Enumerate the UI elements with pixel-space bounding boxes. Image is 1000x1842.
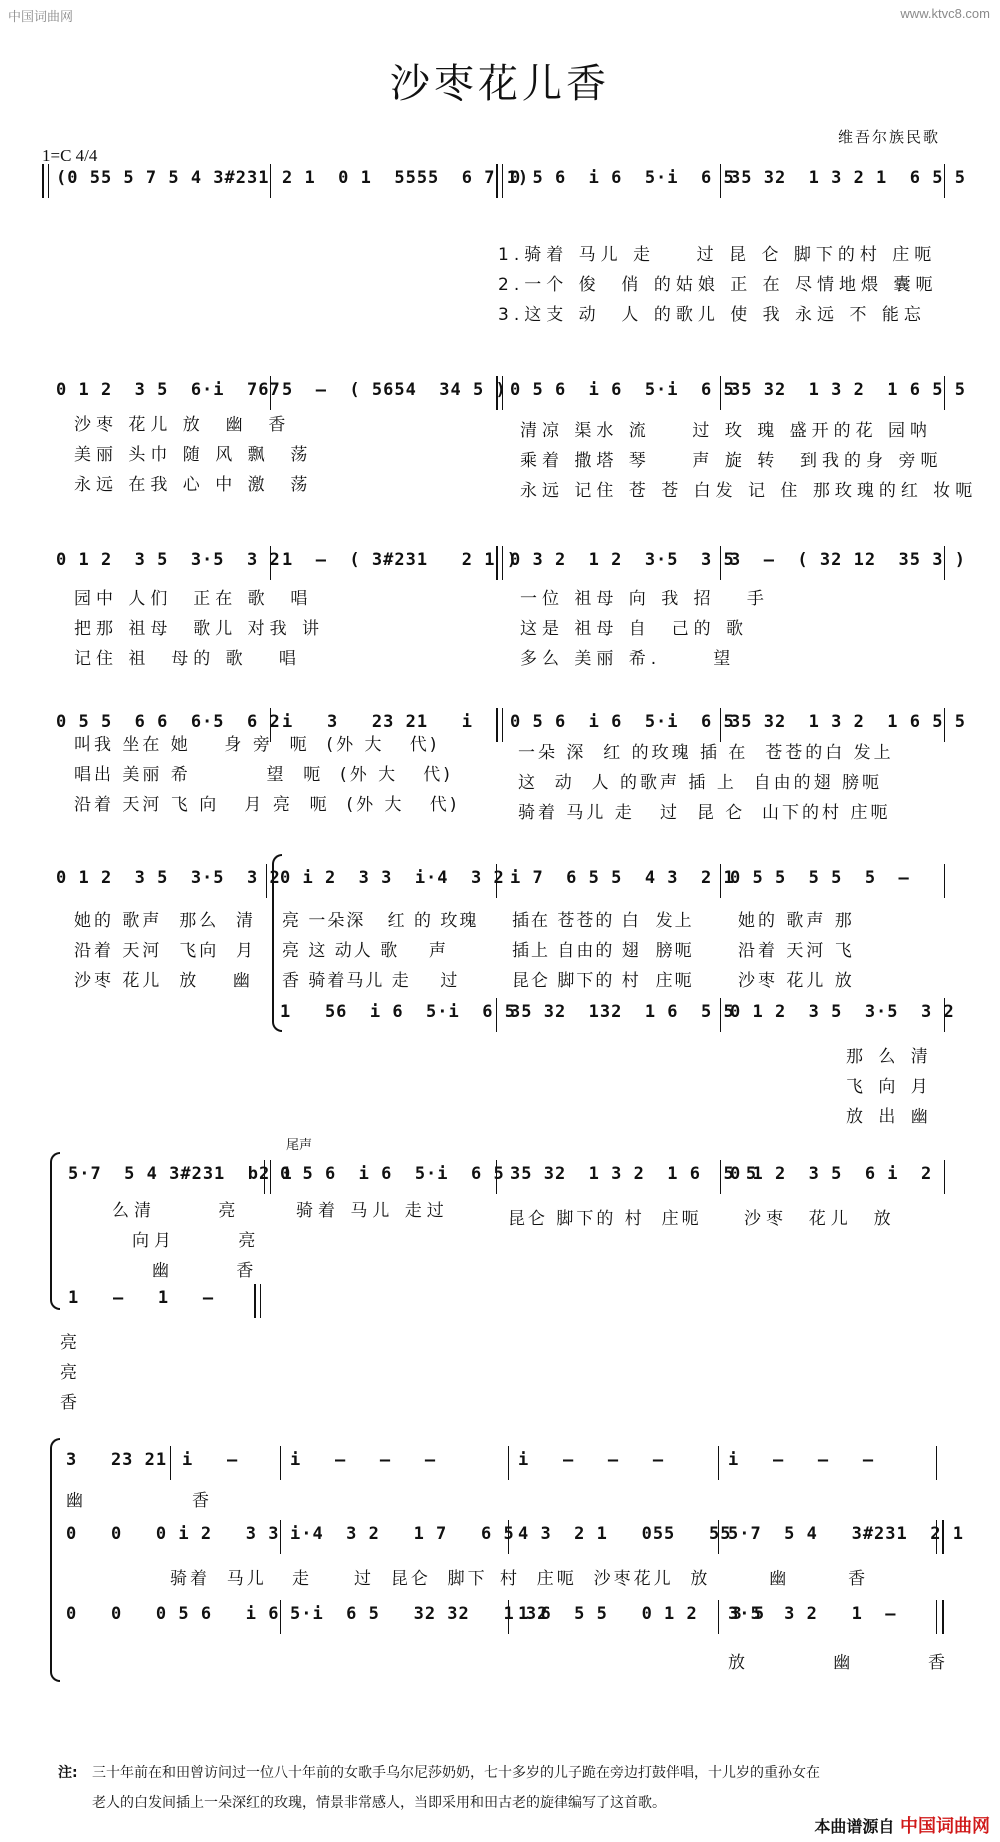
measure: i 3 23 21 i [282,712,473,732]
measure: 2 1 0 1 5555 6 7 1) [282,168,530,188]
lyric-line: 沙枣 花儿 放 幽 香 [74,415,291,435]
lyric-line: 沿着 天河 飞 [738,941,855,961]
system-1 [0,150,1000,210]
measure: 0 1 2 3 5 6 i 2 [730,1164,933,1184]
lyric-line: 沿着 天河 飞向 月 [74,941,257,961]
lyric-line: 她的 歌声 那么 清 [74,911,257,931]
system-7-bottom [0,1586,1000,1646]
lyric-line: 沙枣 花儿 放 幽 [74,971,253,991]
lyric-line: 园中 人们 正在 歌 唱 [74,589,313,609]
footnote-line-2: 老人的白发间插上一朵深红的玫瑰，情景非常感人，当即采用和田古老的旋律编写了这首歌。 [92,1795,666,1811]
measure: 5·i 6 5 32 32 1 32 [290,1604,549,1624]
lyric-line: 沙枣 花儿 放 [744,1209,896,1229]
lyric-line: 唱出 美丽 希 望 呃 (外 大 代) [74,765,453,785]
lyric-line: 这 动 人 的歌声 插 上 自由的翅 膀呃 [518,773,883,793]
measure: 0 5 5 6 6 6·5 6 2 [56,712,281,732]
lyric-line: 幽 香 [66,1491,215,1511]
lyric-line: 沿着 天河 飞 向 月 亮 呃 (外 大 代) [74,795,460,815]
lyric-line: 昆仑 脚下的 村 庄呃 [508,1209,702,1229]
measure: 35 32 132 1 6 5 5 [510,1002,735,1022]
lyric-line: 幽 香 [152,1261,259,1281]
measure: 1 6 5 5 0 1 2 3 5 [518,1604,766,1624]
song-credit: 维吾尔族民歌 [837,128,940,146]
measure: i — — — [728,1450,875,1470]
lyric-line: 美丽 头巾 随 风 飘 荡 [74,445,313,465]
lyric-tail: 飞 向 月 [846,1077,933,1097]
lyric-line: 永远 在我 心 中 激 荡 [74,475,313,495]
measure: 3·5 3 2 1 — [728,1604,897,1624]
lyric-line: 一位 祖母 向 我 招 手 [520,589,769,609]
lyric-line: 2.一个 俊 俏 的姑娘 正 在 尽情地煨 囊呃 [498,275,938,295]
system-3 [0,532,1000,592]
measure: 0 0 0 5 6 i 6 [66,1604,280,1624]
measure: 0 5 6 i 6 5·i 6 5 [510,380,735,400]
lyric-line: 昆仑 脚下的 村 庄呃 [512,971,694,991]
measure: i — [182,1450,239,1470]
song-title: 沙枣花儿香 [390,61,610,107]
measure: 0 1 2 3 5 3·5 3 2 [56,868,281,888]
system-7-top [0,1432,1000,1492]
lyric-tail: 那 么 清 [846,1047,933,1067]
lyric-line: 记住 祖 母的 歌 唱 [74,649,301,669]
measure: 1 — 1 — [68,1288,215,1308]
measure: 1 56 i 6 5·i 6 5 [280,1002,516,1022]
system-5-lower-voice [0,984,1000,1044]
lyric-line: 3.这支 动 人 的歌儿 使 我 永远 不 能忘 [498,305,926,325]
measure: 35 32 1 3 2 1 6 5 5 [510,1164,758,1184]
lyric-line: 骑着 马儿 走 过 昆 仑 山下的村 庄呃 [518,803,891,823]
lyric-line: 清凉 渠水 流 过 玫 瑰 盛开的花 园呐 [520,421,933,441]
watermark-left: 中国词曲网 [8,9,74,24]
lyric-line: 1.骑着 马儿 走 过 昆 仑 脚下的村 庄呃 [498,245,937,265]
lyric-line: 骑着 马儿 走过 [296,1201,449,1221]
lyric-line: 亮 一朵深 红 的 玫瑰 [282,911,479,931]
measure: 0 i 2 3 3 i·4 3 2 [280,868,505,888]
footnote-line-1: 三十年前在和田曾访问过一位八十年前的女歌手乌尔尼莎奶奶，七十多岁的儿子跪在旁边打鼓伴唱，十儿岁的重孙女在 [92,1765,820,1781]
footer-brand-link[interactable]: 中国词曲网 [900,1816,990,1837]
lyric-line: 多么 美丽 希. 望 [520,649,736,669]
footer-source [814,1812,990,1838]
lyric-line: 把那 祖母 歌儿 对我 讲 [74,619,325,639]
measure: 0 3 2 1 2 3·5 3 5 [510,550,735,570]
measure: 3 23 21 [66,1450,168,1470]
coda-marker: 尾声 [286,1138,313,1153]
lyric-line: 向月 亮 [132,1231,261,1251]
measure: i — — — [290,1450,437,1470]
measure: 0 5 6 i 6 5·i 6 5 [280,1164,505,1184]
lyric-line: 放 幽 香 [728,1653,951,1673]
measure: 0 1 2 3 5 3·5 3 2 [56,550,281,570]
measure: 0 1 2 3 5 3·5 3 2 [730,1002,955,1022]
system-7-middle [0,1506,1000,1566]
measure: 35 32 1 3 2 1 6 5 5 [730,380,966,400]
lyric-line: 香 骑着马儿 走 过 [282,971,460,991]
measure: i·4 3 2 1 7 6 5 [290,1524,515,1544]
measure: i 7 6 5 5 4 3 2 1 [510,868,735,888]
watermark-right: www.ktvc8.com [900,6,990,21]
lyric-line: 么清 亮 [112,1201,241,1221]
lyric-line: 村 庄呃 沙枣花儿 放 幽 香 [500,1569,869,1589]
measure: 35 32 1 3 2 1 6 5 5 [730,712,966,732]
lyric-line: 插上 自由的 翅 膀呃 [512,941,694,961]
lyric-tail: 香 [60,1393,82,1413]
measure: i — — — [518,1450,665,1470]
system-6-lower-voice [0,1270,1000,1330]
measure: 1 — ( 3#231 2 1 ) [282,550,518,570]
measure: 0 0 0 i 2 3 3 [66,1524,280,1544]
lyric-tail: 亮 [60,1363,82,1383]
measure: 0 5 6 i 6 5·i 6 5 [510,712,735,732]
lyric-tail: 放 出 幽 [846,1107,933,1127]
lyric-line: 永远 记住 苍 苍 白发 记 住 那玫瑰的红 妆呃 [520,481,978,501]
lyric-line: 沙枣 花儿 放 [738,971,855,991]
measure: (0 55 5 7 5 4 3#231 [56,168,270,188]
lyric-line: 她的 歌声 那 [738,911,855,931]
lyric-line: 插在 苍苍的 白 发上 [512,911,694,931]
lyric-line: 叫我 坐在 她 身 旁 呃 (外 大 代) [74,735,440,755]
key-signature: 1=C 4/4 [42,146,98,165]
measure: 0 1 2 3 5 6·i 767 [56,380,281,400]
lyric-line: 乘着 撒塔 琴 声 旋 转 到我的身 旁呃 [520,451,943,471]
measure: 4 3 2 1 055 55 [518,1524,732,1544]
lyric-line: 亮 这 动人 歌 声 [282,941,448,961]
footer-prefix: 本曲谱源自 [814,1817,895,1836]
measure: 5·7 5 4 3#231 2 1 [728,1524,964,1544]
measure: 3 — ( 32 12 35 3 ) [730,550,966,570]
measure: 5 — ( 5654 34 5 ) [282,380,507,400]
system-5 [0,850,1000,910]
lyric-tail: 亮 [60,1333,82,1353]
measure: 0 5 5 5 5 5 — [730,868,910,888]
footnote-label: 注: [58,1765,78,1781]
measure: 0 5 6 i 6 5·i 6 5 [510,168,735,188]
lyric-line: 骑着 马儿 走 过 昆仑 脚下 [170,1569,488,1589]
measure: 5·7 5 4 3#231 b2 1 [68,1164,293,1184]
lyric-line: 这是 祖母 自 己的 歌 [520,619,749,639]
lyric-line: 一朵 深 红 的玫瑰 插 在 苍苍的白 发上 [518,743,894,763]
measure: 35 32 1 3 2 1 6 5 5 [730,168,966,188]
